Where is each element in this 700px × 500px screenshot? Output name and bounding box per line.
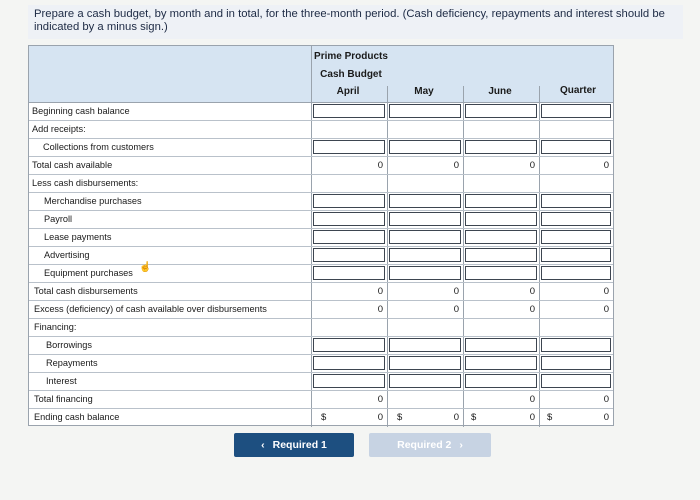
row-line — [29, 228, 613, 229]
interest-quarter-input[interactable] — [541, 374, 611, 388]
row-line — [29, 372, 613, 373]
lease-quarter-input[interactable] — [541, 230, 611, 244]
row-line — [29, 318, 613, 319]
divider — [311, 46, 312, 427]
total-financing-quarter: 0 — [603, 394, 609, 405]
currency-symbol: $ — [547, 412, 553, 423]
equipment-june-input[interactable] — [465, 266, 537, 280]
ending-cash-may: 0 — [453, 412, 459, 423]
excess-june: 0 — [529, 304, 535, 315]
col-april: April — [336, 86, 360, 97]
merchandise-may-input[interactable] — [389, 194, 461, 208]
row-label-payroll: Payroll — [44, 214, 73, 224]
prev-button-label: Required 1 — [272, 439, 327, 451]
hand-cursor-icon: ☝ — [139, 262, 152, 273]
row-line — [29, 354, 613, 355]
row-line — [29, 264, 613, 265]
excess-april: 0 — [377, 304, 383, 315]
instructions: Prepare a cash budget, by month and in total, for the three-month period. (Cash deficiency, repayments and interest should be indicated by a minus sign.) — [28, 5, 683, 39]
repayments-april-input[interactable] — [313, 356, 385, 370]
total-disbursements-june: 0 — [529, 286, 535, 297]
repayments-june-input[interactable] — [465, 356, 537, 370]
row-label-interest: Interest — [46, 376, 77, 386]
row-label-total-disbursements: Total cash disbursements — [34, 286, 138, 296]
excess-quarter: 0 — [603, 304, 609, 315]
row-label-beginning-cash: Beginning cash balance — [32, 106, 130, 116]
row-line — [29, 300, 613, 301]
lease-may-input[interactable] — [389, 230, 461, 244]
ending-cash-april: 0 — [377, 412, 383, 423]
next-required-button[interactable] — [369, 433, 491, 457]
currency-symbol: $ — [471, 412, 477, 423]
borrowings-april-input[interactable] — [313, 338, 385, 352]
row-label-total-financing: Total financing — [34, 394, 93, 404]
row-label-ending-cash: Ending cash balance — [34, 412, 120, 422]
row-line — [29, 282, 613, 283]
advertising-may-input[interactable] — [389, 248, 461, 262]
row-label-advertising: Advertising — [44, 250, 90, 260]
row-line — [29, 336, 613, 337]
row-label-total-cash-available: Total cash available — [32, 160, 113, 170]
row-line — [29, 390, 613, 391]
equipment-may-input[interactable] — [389, 266, 461, 280]
total-financing-april: 0 — [377, 394, 383, 405]
advertising-quarter-input[interactable] — [541, 248, 611, 262]
borrowings-may-input[interactable] — [389, 338, 461, 352]
total-cash-available-april: 0 — [377, 160, 383, 171]
row-line — [29, 174, 613, 175]
total-financing-june: 0 — [529, 394, 535, 405]
merchandise-june-input[interactable] — [465, 194, 537, 208]
total-cash-available-june: 0 — [529, 160, 535, 171]
row-line — [29, 192, 613, 193]
payroll-quarter-input[interactable] — [541, 212, 611, 226]
collections-april-input[interactable] — [313, 140, 385, 154]
beginning-cash-quarter-input[interactable] — [541, 104, 611, 118]
report-title: Cash Budget — [320, 69, 382, 80]
collections-quarter-input[interactable] — [541, 140, 611, 154]
next-button-label: Required 2 — [397, 439, 452, 451]
equipment-april-input[interactable] — [313, 266, 385, 280]
row-line — [29, 138, 613, 139]
row-line — [29, 408, 613, 409]
col-may: May — [414, 86, 434, 97]
col-june: June — [488, 86, 512, 97]
row-label-repayments: Repayments — [46, 358, 98, 368]
collections-june-input[interactable] — [465, 140, 537, 154]
col-quarter: Quarter — [559, 85, 597, 96]
payroll-june-input[interactable] — [465, 212, 537, 226]
row-line — [29, 156, 613, 157]
row-label-equipment: Equipment purchases — [44, 268, 133, 278]
chevron-left-icon: ‹ — [261, 439, 265, 451]
lease-april-input[interactable] — [313, 230, 385, 244]
row-line — [29, 120, 613, 121]
payroll-april-input[interactable] — [313, 212, 385, 226]
row-label-financing: Financing: — [34, 322, 77, 332]
total-disbursements-april: 0 — [377, 286, 383, 297]
merchandise-april-input[interactable] — [313, 194, 385, 208]
row-line — [29, 246, 613, 247]
chevron-right-icon: › — [459, 439, 463, 451]
lease-june-input[interactable] — [465, 230, 537, 244]
row-label-lease: Lease payments — [44, 232, 112, 242]
total-disbursements-may: 0 — [453, 286, 459, 297]
merchandise-quarter-input[interactable] — [541, 194, 611, 208]
borrowings-quarter-input[interactable] — [541, 338, 611, 352]
currency-symbol: $ — [397, 412, 403, 423]
borrowings-june-input[interactable] — [465, 338, 537, 352]
beginning-cash-june-input[interactable] — [465, 104, 537, 118]
row-label-add-receipts: Add receipts: — [32, 124, 86, 134]
advertising-april-input[interactable] — [313, 248, 385, 262]
row-label-excess: Excess (deficiency) of cash available over disbursements — [34, 304, 267, 314]
repayments-may-input[interactable] — [389, 356, 461, 370]
excess-may: 0 — [453, 304, 459, 315]
row-line — [29, 210, 613, 211]
interest-may-input[interactable] — [389, 374, 461, 388]
collections-may-input[interactable] — [389, 140, 461, 154]
ending-cash-quarter: 0 — [603, 412, 609, 423]
interest-june-input[interactable] — [465, 374, 537, 388]
company-name: Prime Products — [314, 51, 388, 62]
payroll-may-input[interactable] — [389, 212, 461, 226]
equipment-quarter-input[interactable] — [541, 266, 611, 280]
table-header — [29, 46, 613, 103]
beginning-cash-april-input[interactable] — [313, 104, 385, 118]
row-label-collections: Collections from customers — [43, 142, 154, 152]
row-label-merchandise: Merchandise purchases — [44, 196, 142, 206]
repayments-quarter-input[interactable] — [541, 356, 611, 370]
total-disbursements-quarter: 0 — [603, 286, 609, 297]
row-label-borrowings: Borrowings — [46, 340, 92, 350]
total-cash-available-quarter: 0 — [603, 160, 609, 171]
currency-symbol: $ — [321, 412, 327, 423]
prev-required-button[interactable] — [234, 433, 354, 457]
total-cash-available-may: 0 — [453, 160, 459, 171]
advertising-june-input[interactable] — [465, 248, 537, 262]
interest-april-input[interactable] — [313, 374, 385, 388]
beginning-cash-may-input[interactable] — [389, 104, 461, 118]
cash-budget-table — [28, 45, 614, 426]
row-label-less-disbursements: Less cash disbursements: — [32, 178, 139, 188]
ending-cash-june: 0 — [529, 412, 535, 423]
